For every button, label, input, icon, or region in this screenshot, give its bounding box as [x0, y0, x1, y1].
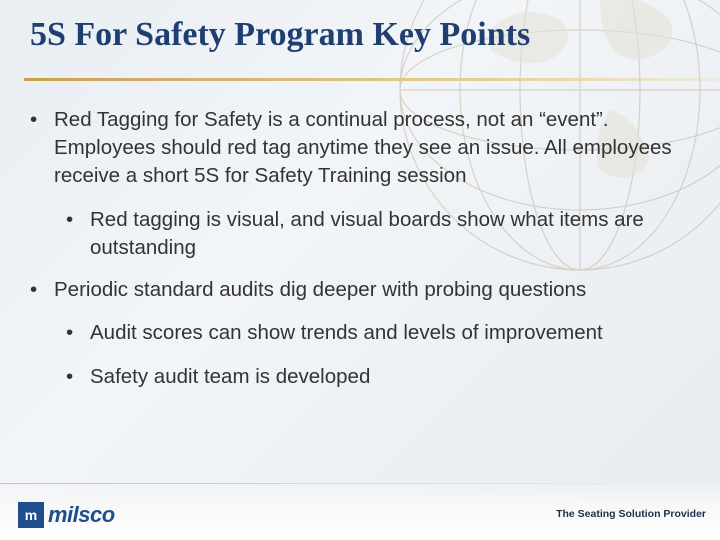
company-tagline: The Seating Solution Provider	[556, 508, 706, 520]
bullet-text: Red Tagging for Safety is a continual process, not an “event”. Employees should red tag anytime they see an issue. All employees receive a short 5S for Safety Training session	[54, 108, 672, 187]
milsco-logo-icon	[18, 502, 115, 528]
bullet-text: Red tagging is visual, and visual boards show what items are outstanding	[90, 208, 644, 259]
bullet-marker: •	[30, 278, 38, 301]
bullet-marker: •	[30, 108, 38, 131]
bullet-list	[30, 106, 710, 391]
bullet-item-2	[30, 276, 710, 304]
footer-divider	[0, 483, 720, 484]
bullet-text: Audit scores can show trends and levels of improvement	[90, 321, 603, 344]
slide-title: 5S For Safety Program Key Points	[30, 16, 531, 53]
bullet-item-1-1	[30, 206, 710, 262]
bullet-item-2-2	[30, 363, 710, 391]
bullet-marker: •	[66, 365, 74, 388]
bullet-item-1	[30, 106, 710, 190]
logo-mark: m	[18, 502, 44, 528]
bullet-marker: •	[66, 321, 74, 344]
bullet-marker: •	[66, 208, 74, 231]
title-divider	[24, 78, 720, 81]
logo-wordmark: milsco	[48, 502, 115, 527]
bullet-text: Safety audit team is developed	[90, 365, 371, 388]
bullet-text: Periodic standard audits dig deeper with probing questions	[54, 278, 587, 301]
slide-footer	[0, 478, 720, 540]
bullet-item-2-1	[30, 319, 710, 347]
